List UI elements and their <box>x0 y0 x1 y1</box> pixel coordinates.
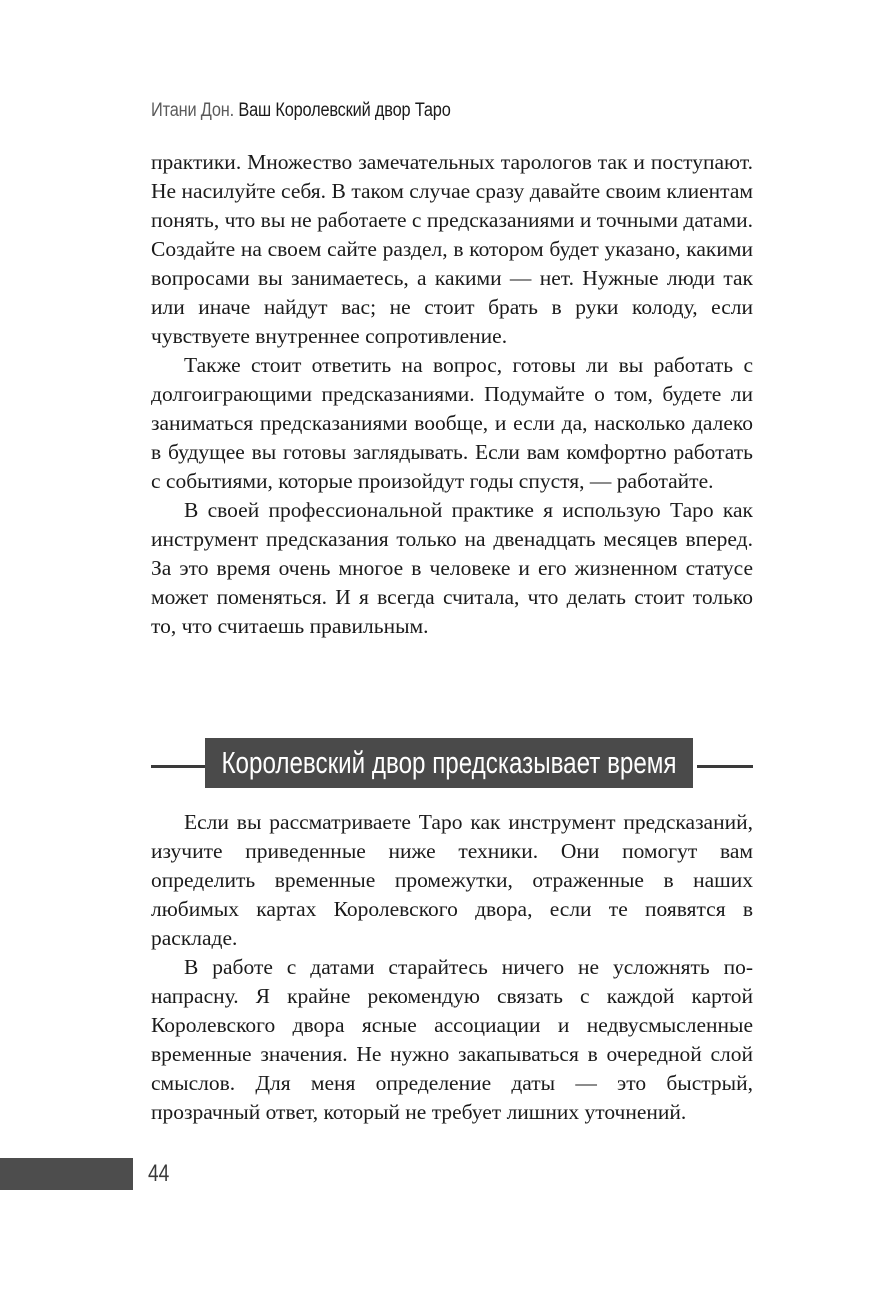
body-text-section-1 <box>151 148 753 641</box>
paragraph: Также стоит ответить на вопрос, готовы ли вы работать с долгоиграющими предсказаниями. Подумайте о том, будете ли заниматься предсказаниями вообще, и если да, насколько далеко в будущее вы готовы заглядывать. Если вам комфортно работать с событиями, которые произойдут годы спустя, — работайте. <box>151 353 753 493</box>
running-head <box>151 100 451 122</box>
running-head-book-title: Ваш Королевский двор Таро <box>238 100 451 121</box>
body-text-section-2 <box>151 808 753 1127</box>
section-heading <box>151 738 753 788</box>
paragraph: В работе с датами старайтесь ничего не усложнять понапрасну. Я крайне рекомендую связать с каждой картой Королевского двора ясные ассоциации и недвусмысленные временные значения. Не нужно закапываться в очередной слой смыслов. Для меня определение даты — это быстрый, прозрачный ответ, который не требует лишних уточнений. <box>151 955 753 1124</box>
paragraph: Если вы рассматриваете Таро как инструмент предсказаний, изучите приведенные ниже техники. Они помогут вам определить временные промежутки, отраженные в наших любимых картах Королевского двора, если те появятся в раскладе. <box>151 810 753 950</box>
page-number: 44 <box>148 1160 170 1187</box>
heading-rule-left <box>151 765 205 768</box>
heading-box <box>205 738 693 788</box>
running-head-author: Итани Дон. <box>151 100 235 121</box>
paragraph: практики. Множество замечательных тарологов так и поступают. Не насилуйте себя. В таком случае сразу давайте своим клиентам понять, что вы не работаете с предсказаниями и точными датами. Создайте на своем сайте раздел, в котором будет указано, какими вопросами вы занимаетесь, а какими — нет. Нужные люди так или иначе найдут вас; не стоит брать в руки колоду, если чувствуете внутреннее сопротивление. <box>151 150 753 348</box>
heading-rule-right <box>697 765 753 768</box>
page-number-tab <box>0 1158 133 1190</box>
heading-title: Королевский двор предсказывает время <box>221 745 677 780</box>
paragraph: В своей профессиональной практике я использую Таро как инструмент предсказания только на двенадцать месяцев вперед. За это время очень многое в человеке и его жизненном статусе может поменяться. И я всегда считала, что делать стоит только то, что считаешь правильным. <box>151 498 753 638</box>
